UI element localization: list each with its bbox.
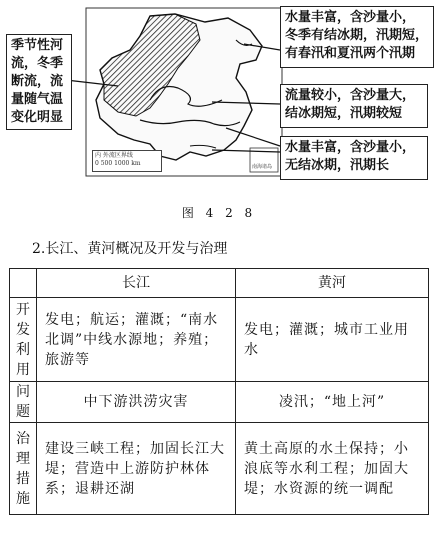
cell-yellow-development: 发电；灌溉；城市工业用水: [236, 298, 429, 382]
callout-songhua-river: 水量丰富，含沙量小， 冬季有结冰期，汛期短， 有春汛和夏汛两个汛期: [280, 6, 434, 68]
cell-yangtze-development: 发电；航运；灌溉；“南水北调”中线水源地；养殖；旅游等: [37, 298, 236, 382]
table-header-row: [10, 269, 429, 298]
header-yellow-river: 黄河: [236, 269, 429, 298]
row-label-measures: 治理措施: [10, 423, 37, 515]
table-row: [10, 382, 429, 423]
cell-yellow-measures: 黄土高原的水土保持；小浪底等水利工程；加固大堤；水资源的统一调配: [236, 423, 429, 515]
figure-caption: 图 4 2 8: [181, 206, 257, 220]
legend-text: 内 外流区界线 0 500 1000 km: [95, 152, 141, 167]
row-label-development: 开发利用: [10, 298, 37, 382]
empty-corner-cell: [10, 269, 37, 298]
comparison-table: [9, 268, 429, 515]
map-legend: [92, 150, 162, 172]
south-sea-label: 南海诸岛: [252, 164, 273, 170]
row-label-problem: 问题: [10, 382, 37, 423]
section-heading: 2.长江、黄河概况及开发与治理: [32, 241, 228, 257]
table-row: [10, 298, 429, 382]
cell-yangtze-problem: 中下游洪涝灾害: [37, 382, 236, 423]
china-river-map: [0, 0, 438, 190]
header-yangtze: 长江: [37, 269, 236, 298]
callout-yangtze-river: 水量丰富，含沙量小， 无结冰期，汛期长: [280, 136, 428, 180]
callout-seasonal-river: 季节性河 流，冬季 断流，流 量随气温 变化明显: [6, 34, 72, 130]
callout-yellow-river: 流量较小，含沙量大， 结冰期短，汛期较短: [280, 84, 428, 128]
table-row: [10, 423, 429, 515]
cell-yellow-problem: 凌汛；“地上河”: [236, 382, 429, 423]
cell-yangtze-measures: 建设三峡工程；加固长江大堤；营造中上游防护林体系；退耕还湖: [37, 423, 236, 515]
